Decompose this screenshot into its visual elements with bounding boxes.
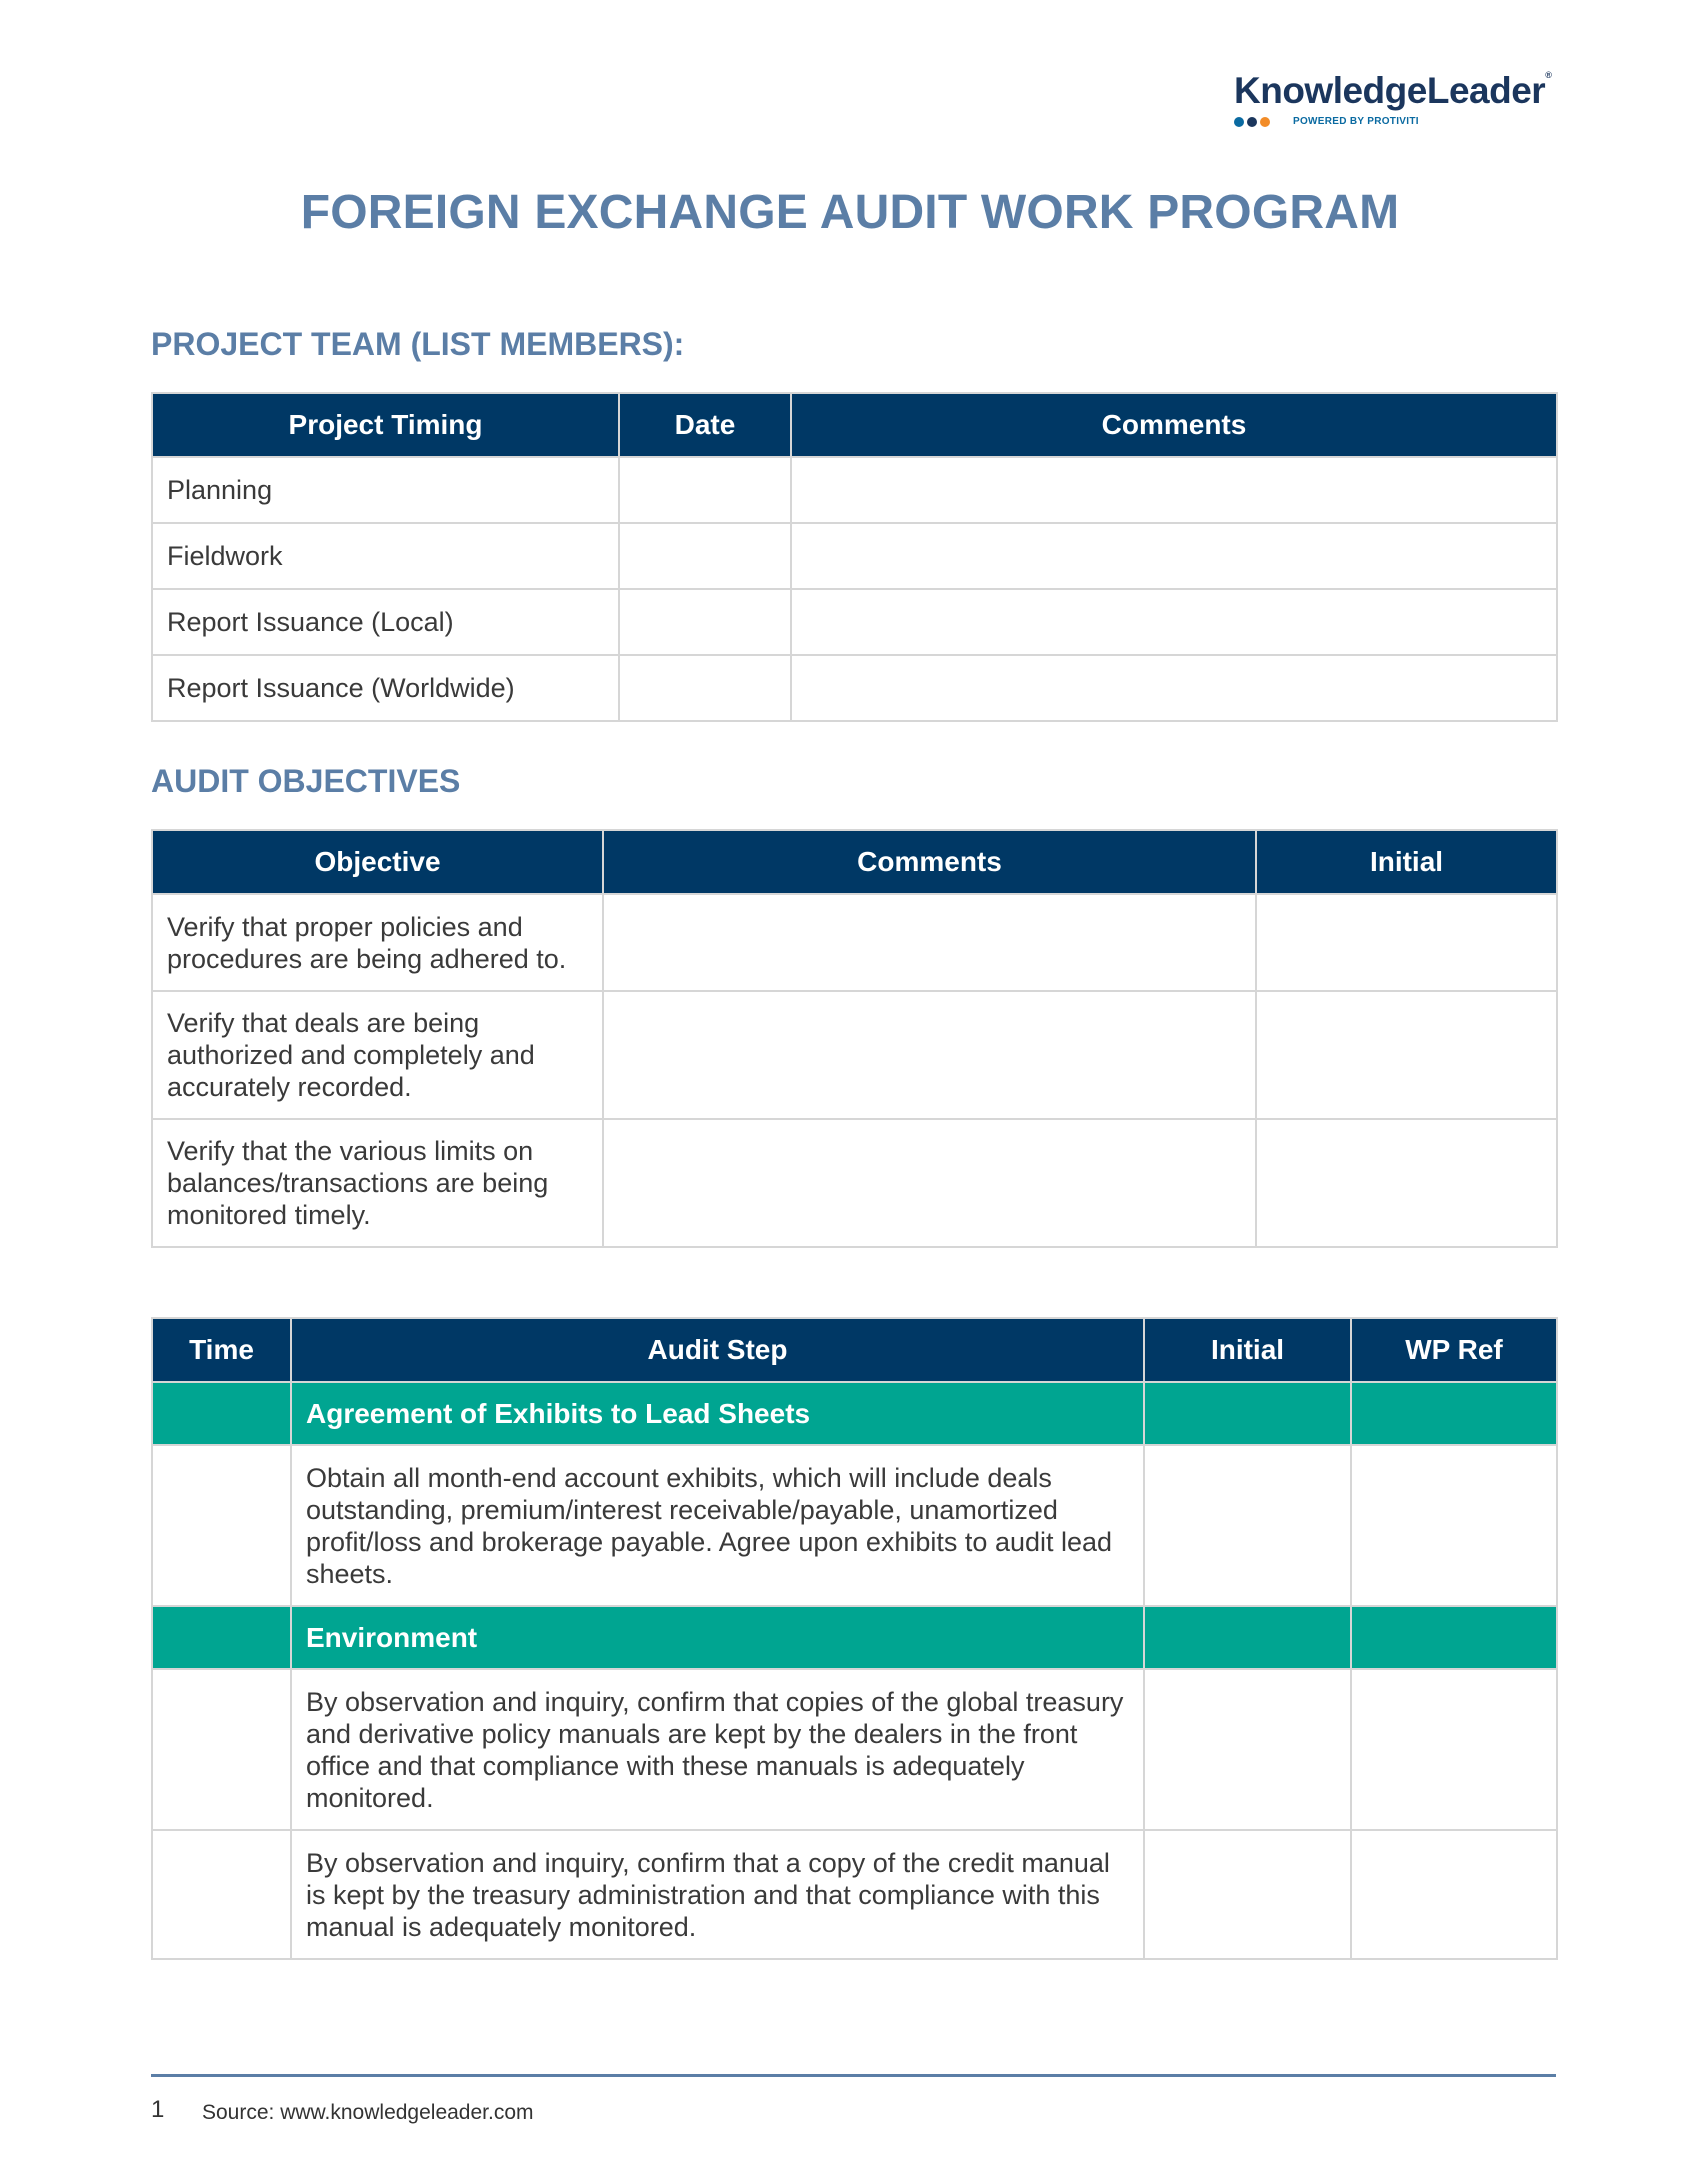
audit-objectives-heading: AUDIT OBJECTIVES [151, 763, 461, 799]
col-header-time: Time [152, 1318, 291, 1382]
section-row [152, 1606, 1557, 1669]
wp-ref-cell [1351, 1382, 1557, 1445]
initial-cell [1144, 1606, 1351, 1669]
table-header-row [152, 393, 1557, 457]
col-header-wp-ref: WP Ref [1351, 1318, 1557, 1382]
table-row [152, 523, 1557, 589]
audit-steps-table [151, 1317, 1558, 1960]
logo-dot-navy [1247, 117, 1257, 127]
col-header-comments: Comments [791, 393, 1557, 457]
date-cell[interactable] [619, 589, 791, 655]
logo-tagline: POWERED BY PROTIVITI [1293, 116, 1419, 127]
logo-dot-orange [1260, 117, 1270, 127]
initial-cell[interactable] [1256, 991, 1557, 1119]
audit-objectives-table [151, 829, 1558, 1248]
objective-cell: Verify that deals are being authorized and completely and accurately recorded. [152, 991, 603, 1119]
comments-cell[interactable] [603, 894, 1256, 991]
initial-cell[interactable] [1256, 894, 1557, 991]
col-header-comments: Comments [603, 830, 1256, 894]
logo-tagline-row [1234, 116, 1564, 127]
time-cell[interactable] [152, 1830, 291, 1959]
initial-cell[interactable] [1144, 1669, 1351, 1830]
initial-cell[interactable] [1144, 1830, 1351, 1959]
timing-cell: Report Issuance (Local) [152, 589, 619, 655]
page-number: 1 [151, 2096, 165, 2123]
date-cell[interactable] [619, 523, 791, 589]
logo-dot-blue [1234, 117, 1244, 127]
audit-step-text: By observation and inquiry, confirm that copies of the global treasury and derivative policy manuals are kept by the dealers in the front office and that compliance with these manuals is adequately monitored. [291, 1669, 1144, 1830]
wp-ref-cell[interactable] [1351, 1445, 1557, 1606]
project-timing-table [151, 392, 1558, 722]
table-row [152, 991, 1557, 1119]
col-header-project-timing: Project Timing [152, 393, 619, 457]
table-row [152, 894, 1557, 991]
comments-cell[interactable] [791, 589, 1557, 655]
comments-cell[interactable] [791, 457, 1557, 523]
timing-cell: Planning [152, 457, 619, 523]
date-cell[interactable] [619, 457, 791, 523]
table-header-row [152, 1318, 1557, 1382]
table-header-row [152, 830, 1557, 894]
wp-ref-cell [1351, 1606, 1557, 1669]
time-cell[interactable] [152, 1445, 291, 1606]
wp-ref-cell[interactable] [1351, 1669, 1557, 1830]
footer-divider [151, 2074, 1556, 2077]
section-title: Environment [291, 1606, 1144, 1669]
time-cell [152, 1382, 291, 1445]
table-row [152, 457, 1557, 523]
table-row [152, 1119, 1557, 1247]
section-row [152, 1382, 1557, 1445]
audit-step-row [152, 1445, 1557, 1606]
table-row [152, 655, 1557, 721]
col-header-objective: Objective [152, 830, 603, 894]
timing-cell: Fieldwork [152, 523, 619, 589]
table-row [152, 589, 1557, 655]
audit-step-row [152, 1669, 1557, 1830]
comments-cell[interactable] [791, 523, 1557, 589]
col-header-audit-step: Audit Step [291, 1318, 1144, 1382]
section-title: Agreement of Exhibits to Lead Sheets [291, 1382, 1144, 1445]
col-header-initial: Initial [1256, 830, 1557, 894]
col-header-date: Date [619, 393, 791, 457]
objective-cell: Verify that the various limits on balances/transactions are being monitored timely. [152, 1119, 603, 1247]
date-cell[interactable] [619, 655, 791, 721]
wp-ref-cell[interactable] [1351, 1830, 1557, 1959]
audit-step-text: Obtain all month-end account exhibits, which will include deals outstanding, premium/interest receivable/payable, unamortized profit/loss and brokerage payable. Agree upon exhibits to audit lead sheets. [291, 1445, 1144, 1606]
col-header-initial: Initial [1144, 1318, 1351, 1382]
project-team-heading: PROJECT TEAM (LIST MEMBERS): [151, 326, 685, 362]
logo-wordmark: KnowledgeLeader® [1234, 70, 1552, 111]
time-cell[interactable] [152, 1669, 291, 1830]
timing-cell: Report Issuance (Worldwide) [152, 655, 619, 721]
initial-cell[interactable] [1256, 1119, 1557, 1247]
objective-cell: Verify that proper policies and procedures are being adhered to. [152, 894, 603, 991]
audit-step-row [152, 1830, 1557, 1959]
initial-cell[interactable] [1144, 1445, 1351, 1606]
document-title: FOREIGN EXCHANGE AUDIT WORK PROGRAM [300, 186, 1400, 239]
time-cell [152, 1606, 291, 1669]
comments-cell[interactable] [791, 655, 1557, 721]
source-note: Source: www.knowledgeleader.com [202, 2101, 534, 2124]
audit-step-text: By observation and inquiry, confirm that a copy of the credit manual is kept by the treasury administration and that compliance with this manual is adequately monitored. [291, 1830, 1144, 1959]
comments-cell[interactable] [603, 991, 1256, 1119]
knowledgeleader-logo [1234, 70, 1564, 140]
initial-cell [1144, 1382, 1351, 1445]
comments-cell[interactable] [603, 1119, 1256, 1247]
